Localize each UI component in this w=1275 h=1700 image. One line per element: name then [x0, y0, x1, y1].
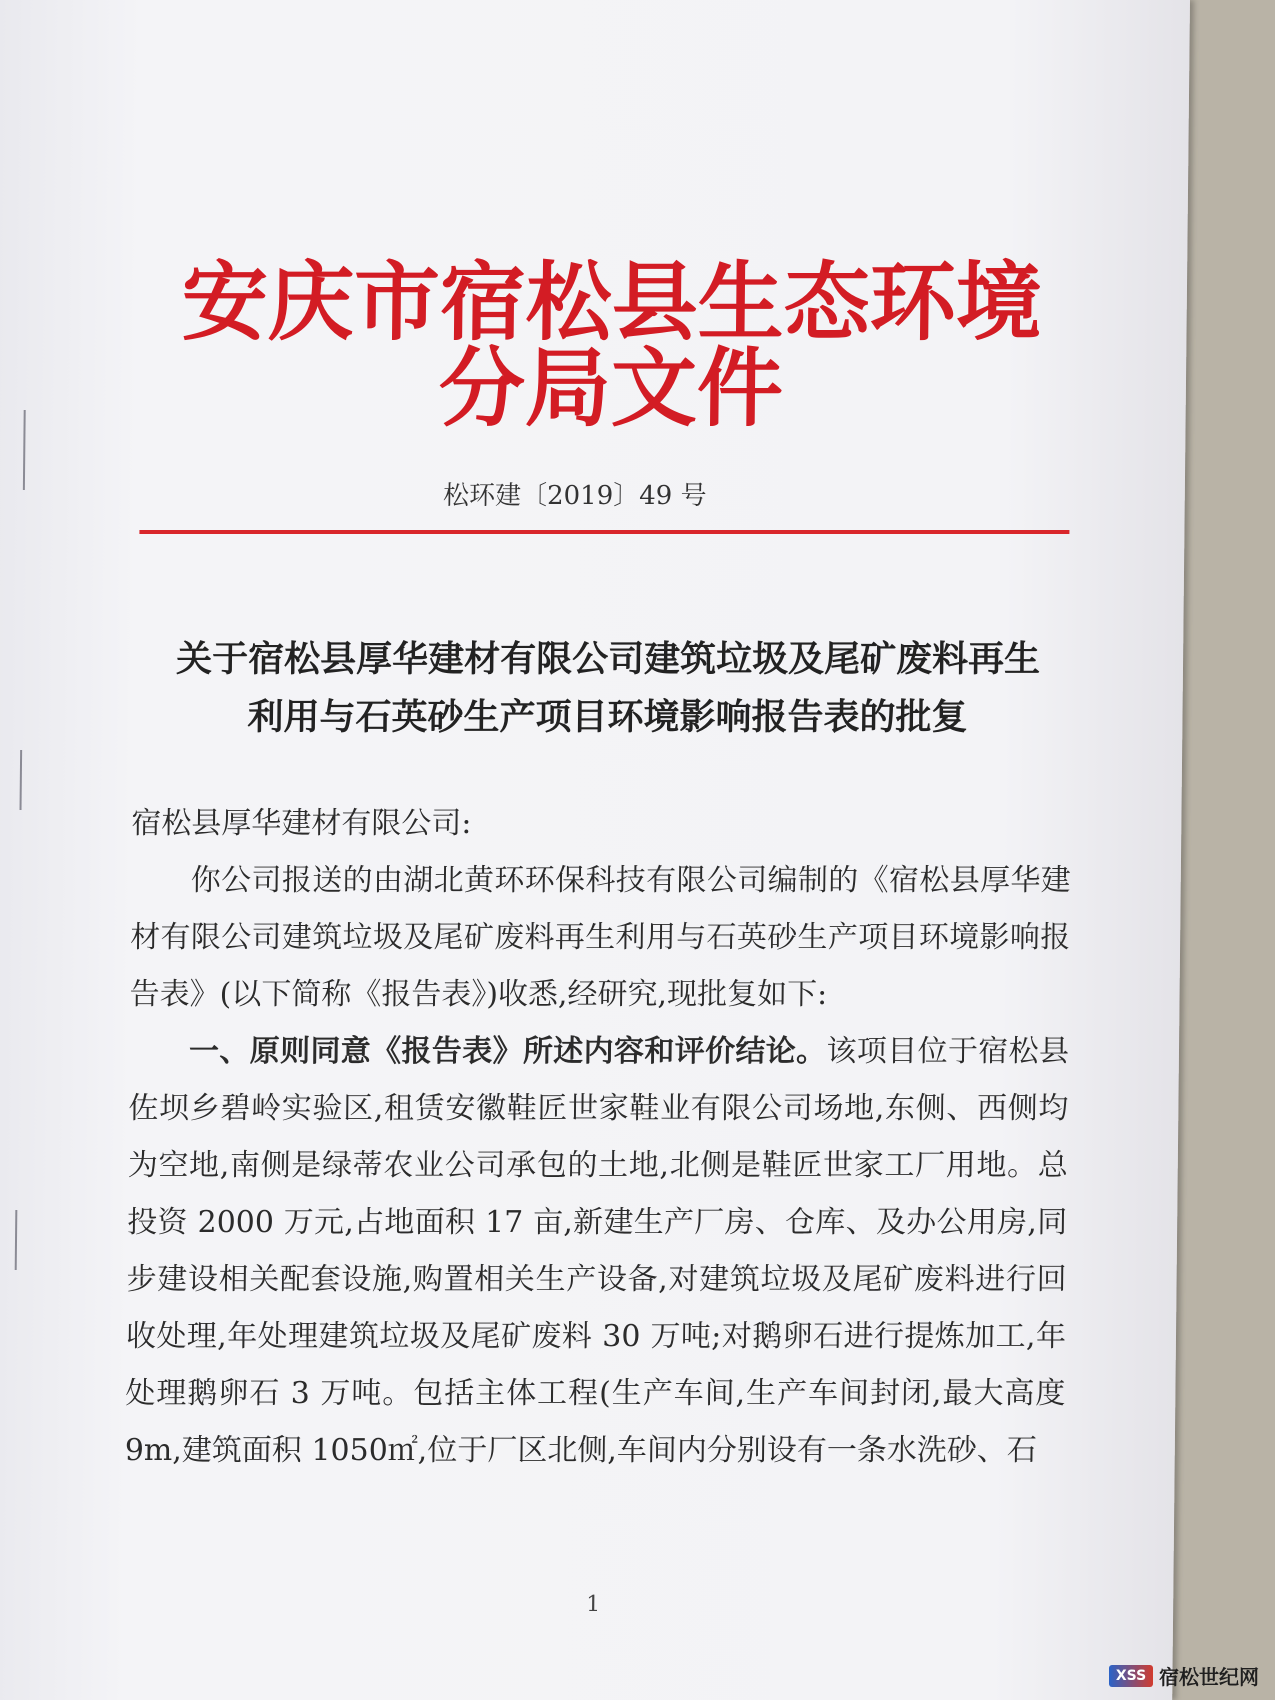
site-logo-icon: XSS — [1109, 1665, 1153, 1687]
section-1-heading: 一、原则同意《报告表》所述内容和评价结论。 — [188, 1034, 827, 1069]
staple-mark — [20, 750, 29, 810]
document-subject — [142, 630, 1073, 746]
issuer-header-title: 安庆市宿松县生态环境分局文件 — [181, 253, 1043, 439]
staple-mark — [15, 1210, 24, 1270]
intro-paragraph: 你公司报送的由湖北黄环环保科技有限公司编制的《宿松县厚华建材有限公司建筑垃圾及尾矿废料再生利用与石英砂生产项目环境影响报告表》(以下简称《报告表》)收悉,经研究,现批复如下: — [129, 863, 1071, 1012]
staple-mark — [23, 410, 32, 490]
document-number: 松环建〔2019〕49 号 — [442, 481, 707, 511]
section-1-text: 该项目位于宿松县佐坝乡碧岭实验区,租赁安徽鞋匠世家鞋业有限公司场地,东侧、西侧均为空地,南侧是绿蒂农业公司承包的土地,北侧是鞋匠世家工厂用地。总投资 2000 万元,占地面积 17 亩,新建生产厂房、仓库、及办公用房,同步建设相关配套设施,购置相关生产设备,对建筑垃圾及尾矿废料进行回收处理,年处理建筑垃圾及尾矿废料 30 万吨;对鹅卵石进行提炼加工,年处理鹅卵石 3 万吨。包括主体工程(生产车间,生产车间封闭,最大高度 9m,建筑面积 1050㎡,位于厂区北侧,车间内分别设有一条水洗砂、石 — [124, 1034, 1070, 1468]
subject-line-1: 关于宿松县厚华建材有限公司建筑垃圾及尾矿废料再生 — [175, 638, 1041, 680]
red-divider-line — [139, 530, 1069, 534]
document-body — [125, 795, 1072, 1479]
subject-line-2: 利用与石英砂生产项目环境影响报告表的批复 — [247, 696, 968, 738]
page-number: 1 — [586, 1592, 601, 1617]
section-1-paragraph — [125, 1023, 1070, 1479]
site-watermark — [1109, 1661, 1259, 1690]
addressee: 宿松县厚华建材有限公司: — [131, 806, 472, 841]
site-name: 宿松世纪网 — [1159, 1665, 1259, 1689]
